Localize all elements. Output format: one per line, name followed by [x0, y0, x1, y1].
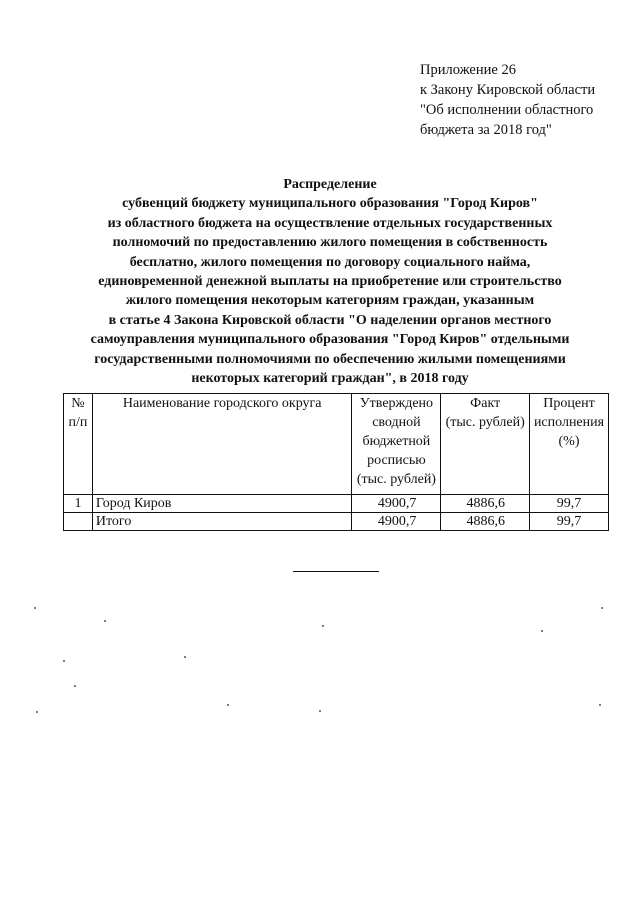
- title-line: из областного бюджета на осуществление отдельных государственных: [107, 215, 553, 231]
- row-percent: 99,7: [530, 513, 609, 531]
- row-actual: 4886,6: [441, 513, 530, 531]
- header-approved: Утверждено сводной бюджетной росписью (тыс. рублей): [352, 394, 441, 495]
- scan-speck: [63, 660, 65, 662]
- scan-speck: [599, 704, 601, 706]
- scan-speck: [541, 630, 543, 632]
- distribution-table: [63, 393, 609, 531]
- header-district-name: Наименование городского округа: [92, 394, 352, 495]
- scan-speck: [319, 710, 321, 712]
- row-actual: 4886,6: [441, 495, 530, 513]
- appendix-note: [420, 60, 595, 140]
- scan-speck: [601, 607, 603, 609]
- row-approved: 4900,7: [352, 513, 441, 531]
- row-number: [64, 513, 93, 531]
- scan-speck: [74, 685, 76, 687]
- title-line: жилого помещения некоторым категориям граждан, указанным: [125, 293, 535, 309]
- title-line: в статье 4 Закона Кировской области "О наделении органов местного: [108, 312, 552, 328]
- title-line: государственными полномочиями по обеспечению жилыми помещениями: [94, 351, 566, 367]
- row-district-name: Город Киров: [92, 495, 352, 513]
- scan-speck: [36, 711, 38, 713]
- row-approved: 4900,7: [352, 495, 441, 513]
- row-percent: 99,7: [530, 495, 609, 513]
- row-district-name: Итого: [92, 513, 352, 531]
- scan-speck: [34, 607, 36, 609]
- header-actual: Факт (тыс. рублей): [441, 394, 530, 495]
- appendix-line: к Закону Кировской области: [420, 82, 596, 98]
- row-number: 1: [64, 495, 93, 513]
- title-line: бесплатно, жилого помещения по договору социального найма,: [129, 254, 531, 270]
- title-line: самоуправления муниципального образования "Город Киров" отдельными: [90, 332, 570, 348]
- appendix-line: Приложение 26: [420, 62, 516, 78]
- closing-rule: [293, 571, 379, 572]
- header-number: № п/п: [64, 394, 93, 495]
- scan-speck: [184, 656, 186, 658]
- table-total-row: [64, 513, 609, 531]
- title-line: единовременной денежной выплаты на приобретение или строительство: [98, 274, 562, 290]
- title-line: субвенций бюджету муниципального образования "Город Киров": [122, 196, 538, 212]
- header-percent: Процент исполнения (%): [530, 394, 609, 495]
- appendix-line: "Об исполнении областного: [420, 102, 594, 118]
- table-header-row: [64, 394, 609, 495]
- appendix-line: бюджета за 2018 год": [420, 122, 552, 138]
- scan-speck: [322, 625, 324, 627]
- document-title: [40, 175, 620, 388]
- title-line: некоторых категорий граждан", в 2018 году: [191, 371, 469, 387]
- table-row: [64, 495, 609, 513]
- title-line: Распределение: [283, 177, 377, 192]
- title-line: полномочий по предоставлению жилого помещения в собственность: [112, 235, 548, 251]
- scan-speck: [227, 704, 229, 706]
- scan-speck: [104, 620, 106, 622]
